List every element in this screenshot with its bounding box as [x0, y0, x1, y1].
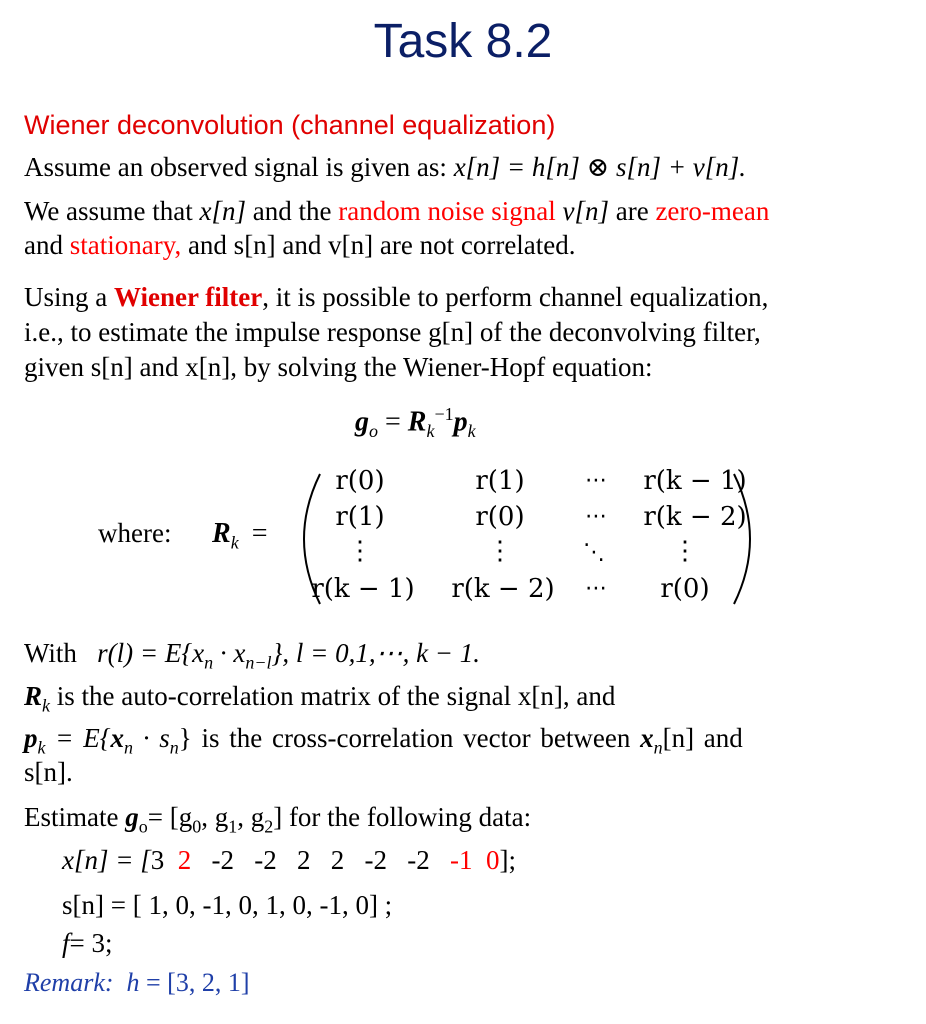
- subscript: k: [426, 420, 435, 441]
- R-symbol: R: [407, 406, 427, 438]
- x-symbol: x: [640, 723, 654, 753]
- g-symbol: g: [355, 406, 369, 438]
- matrix-cell: ⋮: [672, 536, 698, 566]
- subscript: n−l: [245, 652, 272, 673]
- remark-line: [24, 968, 250, 998]
- f-symbol: f: [62, 928, 70, 958]
- matrix-cell: r(1): [335, 502, 385, 532]
- f-value: = 3;: [69, 928, 113, 958]
- matrix-cell: r(k − 2): [643, 502, 747, 532]
- text: We assume that: [24, 196, 200, 226]
- matrix-cell: ⋯: [585, 468, 607, 493]
- subscript: 0: [192, 816, 202, 837]
- text: is the auto-correlation matrix of the signal x[n], and: [50, 681, 616, 711]
- formula: = E{: [45, 723, 111, 753]
- matrix-cell: r(k − 2): [451, 574, 555, 604]
- text: Estimate: [24, 802, 126, 832]
- assumption-line-1: [24, 195, 769, 228]
- x-label: x[n] = [: [62, 845, 151, 875]
- p-symbol: p: [24, 723, 38, 753]
- x-value-highlight: -1: [449, 845, 473, 875]
- subscript: n: [169, 737, 179, 758]
- x-value-highlight: 0: [485, 845, 500, 875]
- x-values: -2 -2 2 2 -2 -2: [211, 845, 430, 875]
- matrix-cell: ⋯: [585, 576, 607, 601]
- text: , it is possible to perform channel equalization,: [262, 282, 769, 312]
- equals: =: [378, 406, 408, 438]
- wiener-intro-line-2: i.e., to estimate the impulse response g[n] of the deconvolving filter,: [24, 317, 761, 347]
- autocorr-definition: [24, 637, 480, 679]
- remark-label: Remark:: [24, 968, 114, 997]
- text: , g: [201, 802, 229, 832]
- x-value-highlight: 2: [177, 845, 192, 875]
- equals: =: [251, 518, 268, 549]
- formula: }, l = 0,1,⋯, k − 1.: [271, 638, 481, 668]
- section-subtitle: Wiener deconvolution (channel equalization): [24, 110, 556, 140]
- text: } is the cross-correlation vector between: [178, 723, 641, 753]
- symbol: x[n]: [199, 196, 247, 226]
- pk-description-end: s[n].: [24, 757, 73, 787]
- text: Using a: [24, 282, 114, 312]
- matrix-cell: ⋮: [347, 536, 373, 566]
- matrix-cell: r(k − 1): [311, 574, 415, 604]
- text: ];: [499, 845, 516, 875]
- text: and s[n] and v[n] are not correlated.: [181, 230, 576, 260]
- text: , g: [237, 802, 265, 832]
- symbol: v[n]: [555, 196, 609, 226]
- x-data-line: [62, 845, 516, 876]
- p-symbol: p: [453, 406, 468, 438]
- highlight-wiener-filter: Wiener filter: [114, 282, 263, 312]
- subscript: n: [124, 737, 134, 758]
- x-symbol: x: [110, 723, 125, 753]
- highlight-zero-mean: zero-mean: [655, 196, 770, 226]
- matrix-name: [212, 518, 267, 554]
- matrix-cell: r(0): [660, 574, 710, 604]
- formula: · s: [133, 723, 170, 753]
- matrix-cell: ⋱: [583, 540, 605, 565]
- subscript: 1: [228, 816, 238, 837]
- R-symbol: R: [24, 681, 43, 711]
- pk-description: [24, 722, 743, 764]
- subscript: o: [369, 420, 378, 441]
- text: and the: [246, 196, 339, 226]
- subscript: k: [230, 532, 239, 553]
- signal-model-text: Assume an observed signal is given as:: [24, 152, 454, 182]
- subscript: k: [42, 695, 51, 716]
- subscript: k: [37, 737, 46, 758]
- signal-model-formula: x[n] = h[n] ⊗ s[n] + v[n].: [453, 152, 747, 182]
- h-symbol: h: [126, 968, 140, 997]
- text: and: [24, 230, 70, 260]
- f-data-line: [62, 928, 113, 959]
- subscript: n: [653, 737, 663, 758]
- R-symbol: R: [212, 518, 231, 549]
- subscript: k: [467, 420, 476, 441]
- matrix-cell: ⋯: [585, 504, 607, 529]
- text: With: [24, 638, 77, 668]
- Rk-description: [24, 680, 615, 722]
- superscript: −1: [434, 404, 454, 424]
- matrix-cell: r(0): [475, 502, 525, 532]
- text: are: [608, 196, 656, 226]
- x-value: 3: [150, 845, 165, 875]
- remark-value: = [3, 2, 1]: [146, 968, 250, 997]
- subscript: 2: [264, 816, 274, 837]
- where-label: where:: [98, 518, 172, 548]
- highlight-stationary: stationary,: [69, 230, 182, 260]
- highlight-random-noise: random noise signal: [338, 196, 556, 226]
- matrix-cell: r(0): [335, 466, 385, 496]
- text: ] for the following data:: [273, 802, 532, 832]
- wiener-intro-line-1: [24, 281, 768, 314]
- formula: r(l) = E{x: [97, 638, 205, 668]
- formula: · x: [213, 638, 246, 668]
- matrix-cell: r(k − 1): [643, 466, 747, 496]
- text: [n] and: [662, 723, 743, 753]
- wiener-hopf-equation: [355, 404, 476, 442]
- estimate-line: [24, 801, 531, 843]
- subscript: o: [138, 816, 148, 837]
- wiener-intro-line-3: given s[n] and x[n], by solving the Wiener-Hopf equation:: [24, 352, 653, 382]
- s-data-line: s[n] = [ 1, 0, -1, 0, 1, 0, -1, 0] ;: [62, 890, 393, 920]
- subscript: n: [204, 652, 214, 673]
- page-title: Task 8.2: [373, 15, 553, 68]
- g-symbol: g: [125, 802, 139, 832]
- matrix-cell: ⋮: [487, 536, 513, 566]
- assumption-line-2: [24, 229, 576, 262]
- matrix-cell: r(1): [475, 466, 525, 496]
- signal-model-line: [24, 151, 746, 184]
- text: = [g: [147, 802, 193, 832]
